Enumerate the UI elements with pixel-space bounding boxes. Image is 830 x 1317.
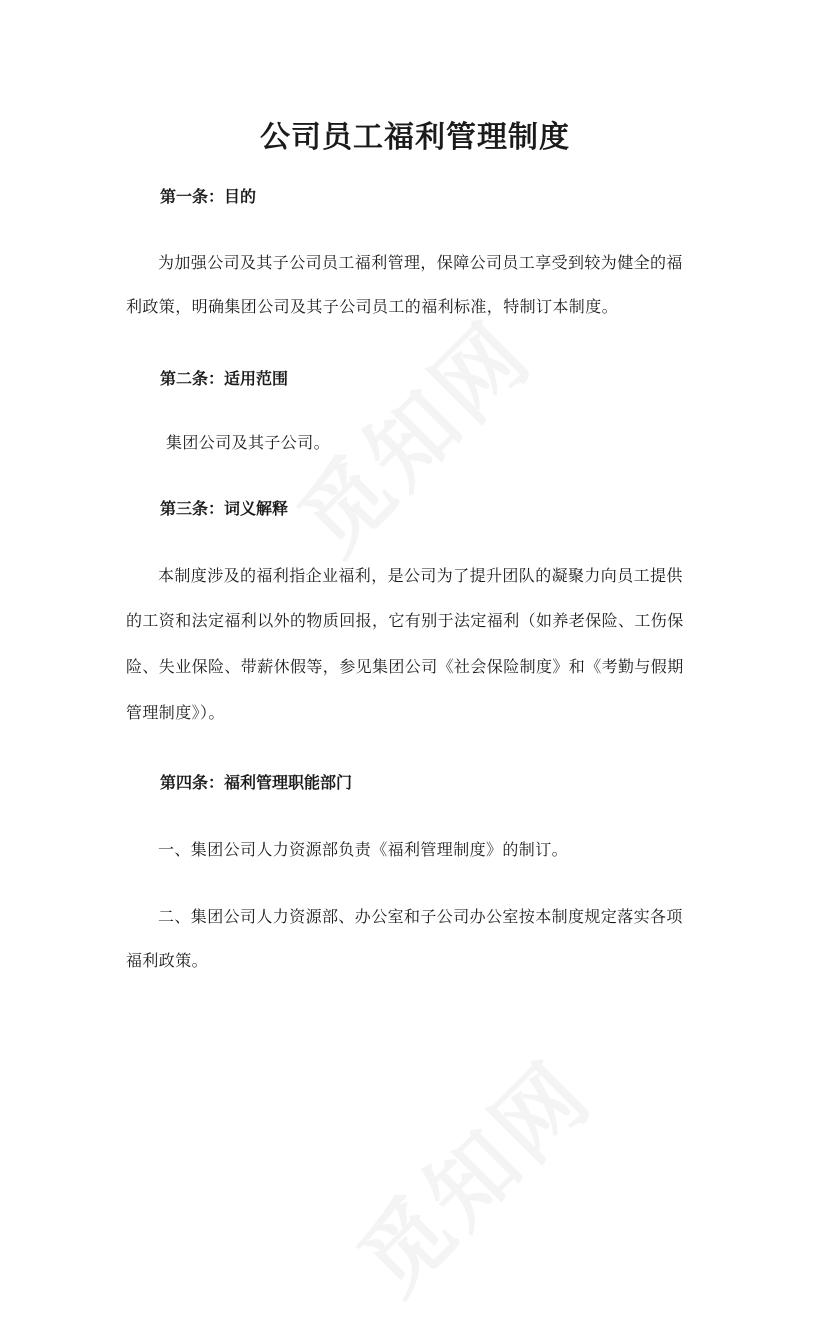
watermark: [327, 1029, 616, 1317]
paragraph-line: 福利政策。: [126, 951, 209, 970]
paragraph-line: 二、集团公司人力资源部、办公室和子公司办公室按本制度规定落实各项: [158, 907, 683, 926]
paragraph-line: 利政策，明确集团公司及其子公司员工的福利标准，特制订本制度。: [126, 297, 619, 316]
section-heading-definitions: 第三条：词义解释: [160, 499, 289, 518]
paragraph-line: 为加强公司及其子公司员工福利管理，保障公司员工享受到较为健全的福: [158, 253, 683, 272]
paragraph-line: 险、失业保险、带薪休假等，参见集团公司《社会保险制度》和《考勤与假期: [126, 657, 684, 676]
document-title: 公司员工福利管理制度: [260, 120, 570, 155]
paragraph-line: 的工资和法定福利以外的物质回报，它有别于法定福利（如养老保险、工伤保: [126, 611, 684, 630]
section-heading-purpose: 第一条：目的: [160, 187, 257, 206]
paragraph-line: 一、集团公司人力资源部负责《福利管理制度》的制订。: [158, 840, 569, 859]
paragraph-line: 管理制度》）。: [126, 703, 225, 722]
section-heading-scope: 第二条：适用范围: [160, 369, 289, 388]
paragraph-line: 集团公司及其子公司。: [166, 433, 331, 452]
section-heading-departments: 第四条：福利管理职能部门: [160, 773, 353, 792]
paragraph-line: 本制度涉及的福利指企业福利，是公司为了提升团队的凝聚力向员工提供: [158, 566, 683, 585]
